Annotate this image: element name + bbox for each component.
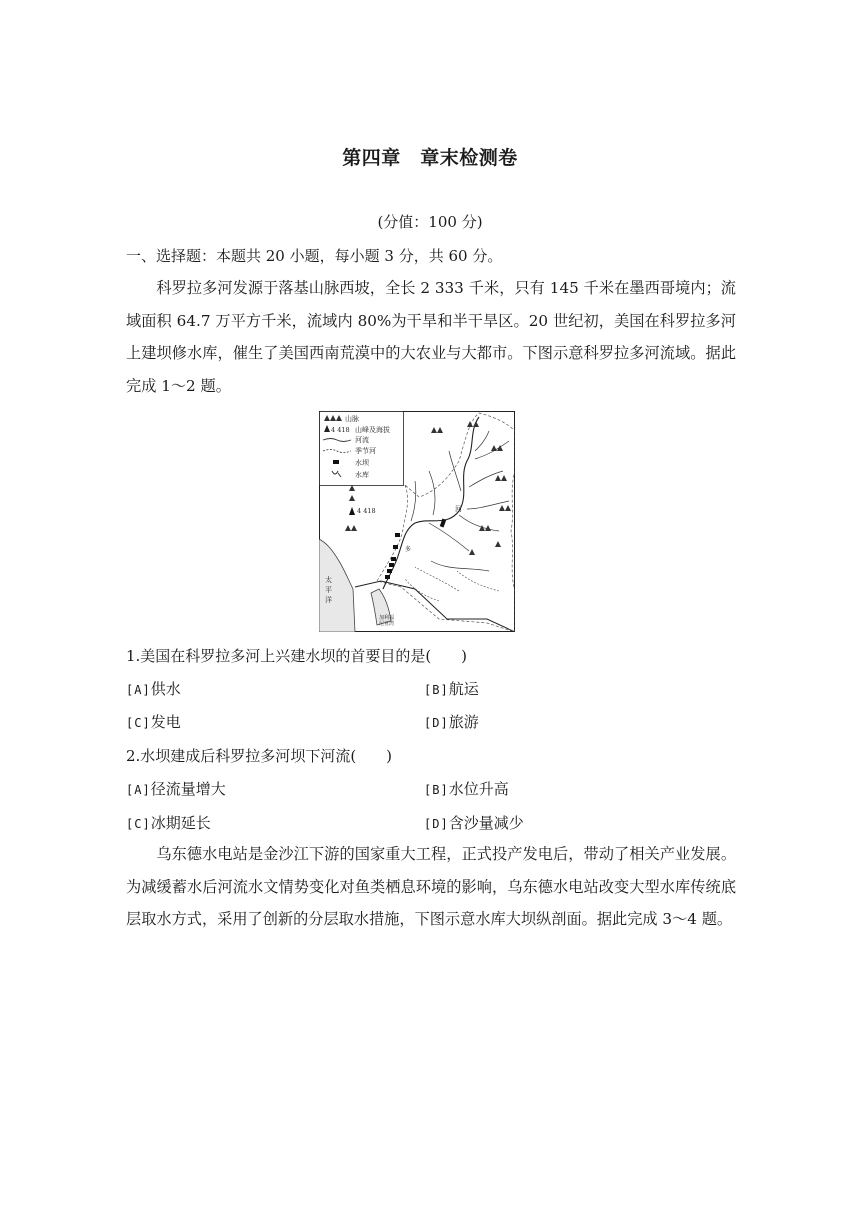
q1-option-c-text: 发电 [150,713,181,731]
peak-elevation: 4 418 [357,507,376,515]
chapter-title: 第四章 章末检测卷 [342,147,518,169]
q1-option-a[interactable] [126,678,181,699]
colorado-river-map [319,411,515,632]
q1-option-b-text: 航运 [448,680,479,698]
question-2-stem: 2.水坝建成后科罗拉多河坝下河流( ) [126,747,393,765]
q1-option-b-key: [B] [424,683,449,697]
passage-colorado: 科罗拉多河发源于落基山脉西坡，全长 2 333 千米，只有 145 千米在墨西哥境内；流域面积 64.7 万平方千米，流域内 80%为干旱和半干旱区。20 世纪初，美国在科罗拉多河上建坝修水库，催生了美国西南荒漠中的大农业与大都市。下图示意科罗拉多河流域。据此完成 1～2 题。 [126,279,736,395]
ocean-label-1: 太 [325,576,332,584]
river-label-2: 多 [405,546,412,553]
q1-option-b[interactable] [424,678,479,699]
q2-option-a-text: 径流量增大 [150,780,226,798]
legend-mountain-icon [324,415,342,421]
q2-option-a[interactable] [126,778,226,799]
q1-option-d-text: 旅游 [448,713,479,731]
q1-option-c-key: [C] [126,716,151,730]
river-label: 河 [455,505,462,513]
q2-option-c[interactable] [126,812,211,833]
legend-peak-number: 4 418 [331,426,350,434]
legend-seasonal: 季节河 [355,447,376,455]
gulf-label-1: 加利福 [379,615,395,621]
q1-option-d[interactable] [424,711,479,732]
legend-dam-icon [333,460,339,464]
q2-option-b-text: 水位升高 [448,780,509,798]
legend-mountain: 山脉 [345,415,359,423]
q2-option-d-text: 含沙量减少 [448,814,524,832]
q2-option-c-text: 冰期延长 [150,814,211,832]
score-note: (分值：100 分) [377,213,483,231]
ocean-label-3: 洋 [325,596,332,604]
q2-option-b-key: [B] [424,783,449,797]
ocean-label-2: 平 [325,586,332,594]
legend-river: 河流 [355,436,369,444]
legend-dam: 水坝 [355,459,369,467]
q1-option-a-text: 供水 [150,680,181,698]
passage-wudongde: 乌东德水电站是金沙江下游的国家重大工程，正式投产发电后，带动了相关产业发展。为减缓蓄水后河流水文情势变化对鱼类栖息环境的影响，乌东德水电站改变大型水库传统底层取水方式，采用了创新的分层取水措施，下图示意水库大坝纵剖面。据此完成 3～4 题。 [126,845,736,928]
q1-option-d-key: [D] [424,716,449,730]
q2-option-d[interactable] [424,812,524,833]
q1-option-a-key: [A] [126,683,151,697]
legend-reservoir: 水库 [355,471,369,479]
question-1-stem: 1.美国在科罗拉多河上兴建水坝的首要目的是( ) [126,647,468,665]
section-heading: 一、选择题：本题共 20 小题，每小题 3 分，共 60 分。 [126,247,503,265]
gulf-label-2: 尼亚湾 [379,621,395,627]
q1-option-c[interactable] [126,711,181,732]
q2-option-b[interactable] [424,778,509,799]
q2-option-d-key: [D] [424,817,449,831]
q2-option-c-key: [C] [126,817,151,831]
q2-option-a-key: [A] [126,783,151,797]
legend-peak: 山峰及海拔 [355,426,390,434]
